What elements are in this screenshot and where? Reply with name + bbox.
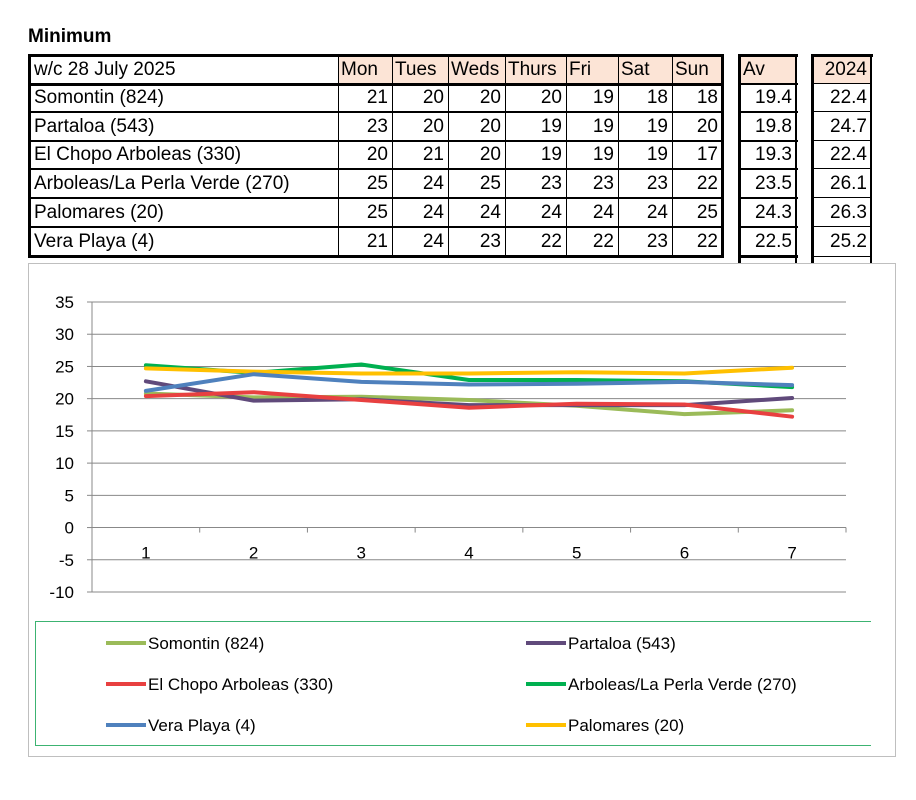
table-row-name: Partaloa (543) <box>34 116 155 137</box>
legend-item <box>526 675 797 695</box>
table-header-day: Sun <box>672 55 722 84</box>
table-cell-value: 25 <box>366 173 388 194</box>
table-cell-value: 23 <box>479 231 501 252</box>
x-tick-label: 1 <box>141 543 151 563</box>
table-header-day: Weds <box>448 55 505 84</box>
table-cell-previous-year: 26.3 <box>830 202 867 223</box>
table-cell-value: 22 <box>592 231 614 252</box>
table-cell-value: 19 <box>592 144 614 165</box>
legend-item <box>106 716 256 736</box>
table-cell-value: 25 <box>479 173 501 194</box>
table-header-day: Sat <box>618 55 672 84</box>
table-cell-value: 23 <box>646 231 668 252</box>
table-cell-value: 21 <box>366 231 388 252</box>
y-tick-label: 10 <box>55 454 74 474</box>
x-tick-label: 4 <box>464 543 474 563</box>
table-cell-value: 20 <box>366 144 388 165</box>
chart-legend <box>35 621 871 746</box>
table-row-name: Palomares (20) <box>34 202 164 223</box>
legend-swatch <box>526 641 566 645</box>
table-cell-value: 22 <box>540 231 562 252</box>
table-cell-value: 24 <box>592 202 614 223</box>
x-tick-label: 3 <box>356 543 367 563</box>
y-tick-label: 20 <box>55 389 74 409</box>
table-row-name: Somontin (824) <box>34 87 164 108</box>
x-tick-label: 6 <box>679 543 690 563</box>
table-cell-value: 20 <box>696 116 718 137</box>
table-cell-value: 18 <box>646 87 668 108</box>
table-cell-average: 24.3 <box>755 202 792 223</box>
table-header-day: Thurs <box>505 55 566 84</box>
table-cell-value: 21 <box>422 144 444 165</box>
legend-label: Arboleas/La Perla Verde (270) <box>568 675 797 694</box>
legend-label: Partaloa (543) <box>568 634 676 653</box>
table-cell-value: 19 <box>646 144 668 165</box>
legend-label: Palomares (20) <box>568 716 685 735</box>
legend-item <box>106 634 264 654</box>
y-tick-label: 5 <box>64 486 74 506</box>
table-row-name: Vera Playa (4) <box>34 231 155 252</box>
table-cell-value: 24 <box>422 202 444 223</box>
table-cell-value: 23 <box>366 116 388 137</box>
table-cell-value: 23 <box>646 173 668 194</box>
table-cell-value: 22 <box>696 231 718 252</box>
table-cell-value: 19 <box>592 87 614 108</box>
table-cell-average: 19.8 <box>755 116 792 137</box>
y-tick-label: 0 <box>64 518 74 538</box>
table-cell-value: 25 <box>366 202 388 223</box>
y-tick-label: -10 <box>49 583 74 602</box>
legend-label: El Chopo Arboleas (330) <box>148 675 334 694</box>
table-cell-previous-year: 22.4 <box>830 144 867 165</box>
legend-swatch <box>106 723 146 727</box>
x-tick-label: 7 <box>787 543 797 563</box>
table-cell-value: 22 <box>696 173 718 194</box>
table-cell-value: 19 <box>540 116 562 137</box>
x-tick-label: 5 <box>571 543 582 563</box>
table-cell-value: 20 <box>540 87 562 108</box>
table-cell-value: 17 <box>696 144 718 165</box>
legend-label: Somontin (824) <box>148 634 265 653</box>
table-cell-value: 20 <box>422 87 444 108</box>
y-tick-label: 15 <box>55 421 74 441</box>
table-row-name: El Chopo Arboleas (330) <box>34 144 242 165</box>
y-tick-label: -5 <box>58 550 74 570</box>
series-line <box>146 368 792 374</box>
chart-title: Minimum <box>28 26 112 47</box>
table-cell-value: 24 <box>422 173 444 194</box>
table-cell-value: 23 <box>592 173 614 194</box>
table-header-day: Tues <box>392 55 448 84</box>
table-cell-value: 24 <box>646 202 668 223</box>
table-cell-value: 23 <box>540 173 562 194</box>
legend-swatch <box>526 682 566 686</box>
y-tick-label: 35 <box>55 293 74 312</box>
y-tick-label: 30 <box>55 325 74 345</box>
table-header-year: 2024 <box>813 55 871 84</box>
legend-swatch <box>106 641 146 645</box>
legend-item <box>526 634 676 654</box>
table-cell-value: 20 <box>479 87 501 108</box>
table-cell-value: 20 <box>422 116 444 137</box>
table-cell-value: 20 <box>479 116 501 137</box>
legend-label: Vera Playa (4) <box>148 716 256 735</box>
table-cell-previous-year: 24.7 <box>830 116 867 137</box>
table-cell-value: 24 <box>540 202 562 223</box>
table-cell-value: 19 <box>592 116 614 137</box>
y-tick-label: 25 <box>55 357 74 377</box>
table-week-label: w/c 28 July 2025 <box>34 59 176 80</box>
table-cell-value: 24 <box>479 202 501 223</box>
table-cell-value: 21 <box>366 87 388 108</box>
table-cell-value: 24 <box>422 231 444 252</box>
table-row-name: Arboleas/La Perla Verde (270) <box>34 173 290 194</box>
table-cell-average: 23.5 <box>755 173 792 194</box>
table-cell-average: 22.5 <box>755 231 792 252</box>
legend-swatch <box>526 723 566 727</box>
table-cell-average: 19.4 <box>755 87 792 108</box>
table-cell-value: 19 <box>646 116 668 137</box>
legend-item <box>106 675 333 695</box>
table-cell-previous-year: 26.1 <box>830 173 867 194</box>
table-header-day: Mon <box>338 55 392 84</box>
table-cell-value: 18 <box>696 87 718 108</box>
table-cell-previous-year: 25.2 <box>830 231 867 252</box>
x-tick-label: 2 <box>248 543 259 563</box>
legend-swatch <box>106 682 146 686</box>
table-cell-previous-year: 22.4 <box>830 87 867 108</box>
table-header-day: Fri <box>566 55 618 84</box>
legend-item <box>526 716 684 736</box>
series-line <box>146 374 792 391</box>
table-cell-value: 25 <box>696 202 718 223</box>
table-cell-value: 19 <box>540 144 562 165</box>
table-header-av: Av <box>740 55 796 84</box>
table-cell-value: 20 <box>479 144 501 165</box>
table-cell-average: 19.3 <box>755 144 792 165</box>
